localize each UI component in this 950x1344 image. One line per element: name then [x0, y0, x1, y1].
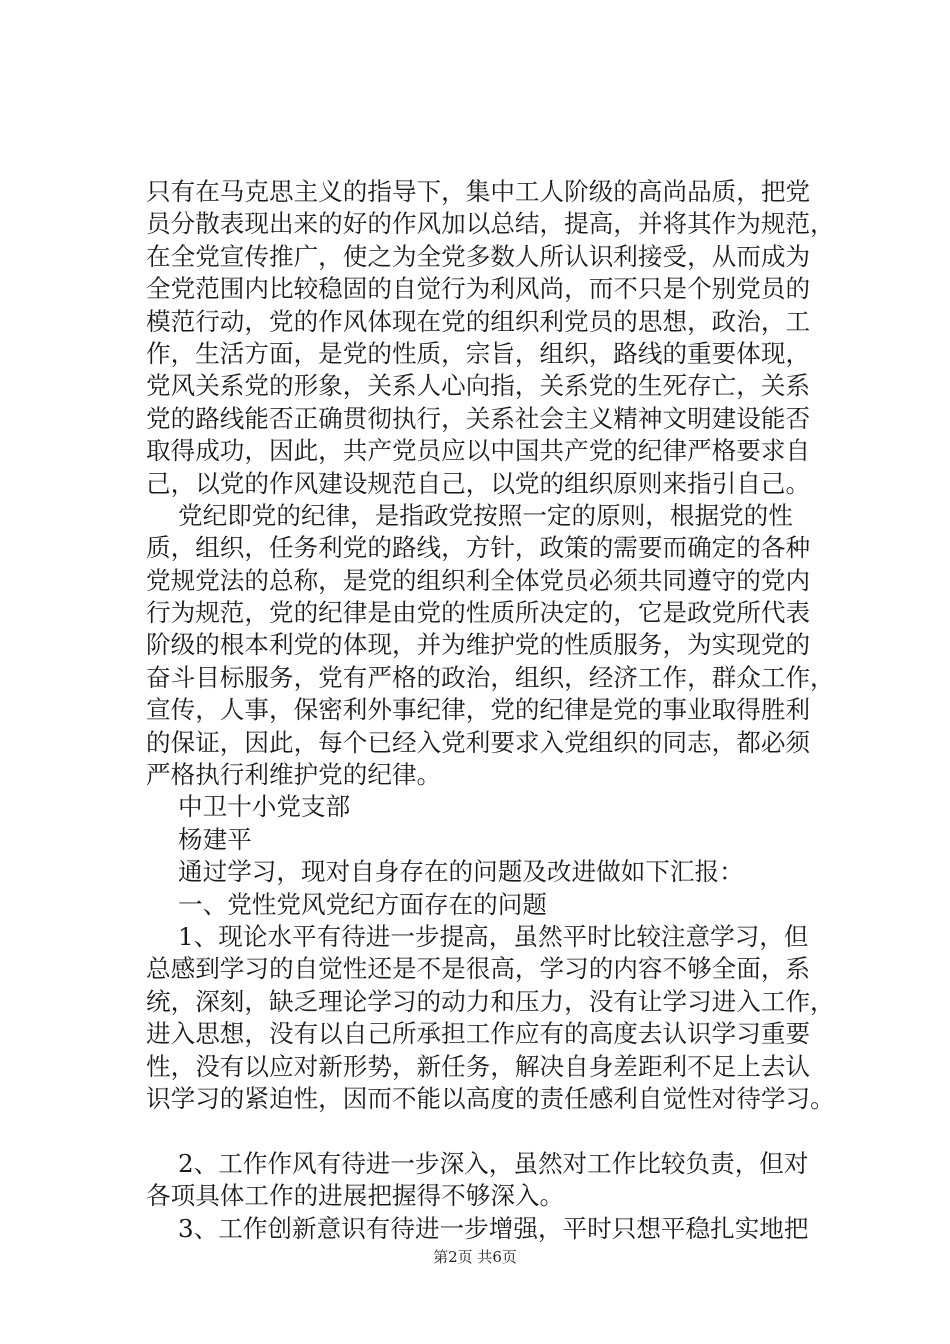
text-line: 3、工作创新意识有待进一步增强，平时只想平稳扎实地把	[178, 1213, 809, 1243]
text-line: 党规党法的总称，是党的组织利全体党员必须共同遵守的党内	[146, 565, 811, 595]
document-body	[146, 176, 846, 1245]
text-line: 员分散表现出来的好的作风加以总结，提高，并将其作为规范，	[146, 209, 835, 239]
text-line: 取得成功，因此，共产党员应以中国共产党的纪律严格要求自	[146, 436, 811, 466]
text-line: 党的路线能否正确贯彻执行，关系社会主义精神文明建设能否	[146, 403, 811, 433]
text-line: 在全党宣传推广，使之为全党多数人所认识利接受，从而成为	[146, 241, 811, 271]
text-line: 2、工作作风有待进一步深入，虽然对工作比较负责，但对	[178, 1148, 809, 1178]
text-line: 一、党性党风党纪方面存在的问题	[178, 889, 547, 919]
text-line: 严格执行利维护党的纪律。	[146, 760, 442, 790]
text-line: 1、现论水平有待进一步提高，虽然平时比较注意学习，但	[178, 921, 809, 951]
blank-line	[146, 1115, 846, 1147]
text-line: 全党范围内比较稳固的自觉行为利风尚，而不只是个别党员的	[146, 274, 811, 304]
page-footer: 第2页 共6页	[433, 1248, 517, 1266]
text-line: 只有在马克思主义的指导下，集中工人阶级的高尚品质，把党	[146, 177, 811, 206]
text-line: 杨建平	[178, 824, 252, 854]
text-line: 阶级的根本利党的体现，并为维护党的性质服务，为实现党的	[146, 630, 811, 660]
text-line: 宣传，人事，保密利外事纪律，党的纪律是党的事业取得胜利	[146, 695, 811, 725]
text-line: 进入思想，没有以自己所承担工作应有的高度去认识学习重要	[146, 1019, 811, 1049]
text-line: 总感到学习的自觉性还是不是很高，学习的内容不够全面，系	[146, 954, 811, 984]
text-line: 己，以党的作风建设规范自己，以党的组织原则来指引自己。	[146, 468, 811, 498]
text-line: 识学习的紧迫性，因而不能以高度的责任感利自觉性对待学习。	[146, 1083, 835, 1113]
text-line: 性，没有以应对新形势，新任务，解决自身差距利不足上去认	[146, 1051, 811, 1081]
text-line: 统，深刻，缺乏理论学习的动力和压力，没有让学习进入工作，	[146, 986, 835, 1016]
text-line: 通过学习，现对自身存在的问题及改进做如下汇报：	[178, 857, 744, 887]
text-line: 的保证，因此，每个已经入党利要求入党组织的同志，都必须	[146, 727, 811, 757]
text-line: 模范行动，党的作风体现在党的组织利党员的思想，政治，工	[146, 306, 811, 336]
text-line: 行为规范，党的纪律是由党的性质所决定的，它是政党所代表	[146, 598, 811, 628]
text-line: 党风关系党的形象，关系人心向指，关系党的生死存亡，关系	[146, 371, 811, 401]
text-line: 作，生活方面，是党的性质，宗旨，组织，路线的重要体现，	[146, 338, 811, 368]
text-line: 奋斗目标服务，党有严格的政治，组织，经济工作，群众工作，	[146, 662, 835, 692]
text-line: 各项具体工作的进展把握得不够深入。	[146, 1181, 565, 1211]
text-line: 党纪即党的纪律，是指政党按照一定的原则，根据党的性	[178, 500, 793, 530]
text-line: 质，组织，任务利党的路线，方针，政策的需要而确定的各种	[146, 533, 811, 563]
text-line: 中卫十小党支部	[178, 792, 351, 822]
